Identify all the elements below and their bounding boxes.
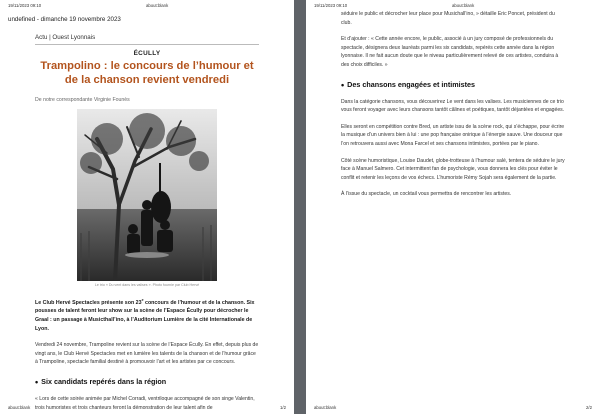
article-kicker: ÉCULLY: [133, 50, 161, 57]
footer-url: about:blank: [314, 405, 337, 410]
paragraph: Et d’ajouter : « Cette année encore, le public, associé à un jury composé de professionnels du spectacle, désignera deux lauréats parmi les six candidats, repérés cette année dans la région lyonnaise. Il ne fait aucun doute que le niveau particulièrement relevé de ces artistes, conduira à des choix difficiles. »: [341, 36, 559, 68]
print-footer: [8, 405, 286, 410]
paragraph: Elles seront en compétition contre Bred, un artiste issu de la scène rock, qui s’échappe, pour écrire la musique d’un univers bien à lui : une pop française onirique à l’énergie sauve. Une douceur que l’on retrouvera aussi avec Mona Farcel et ses chansons intimistes, portées par le piano.: [341, 123, 565, 147]
article-lead: Le Club Hervé Spectacles présente son 23e concours de l’humour et de la chanson. Six pousses de talent feront leur show sur la scène de l’Espace Écully pour décrocher le Graal : un passage à Musicthall’ino, à l’Auditorium Lumière de la cité Internationale de Lyon.: [35, 298, 255, 332]
paragraph: « Lors de cette soirée animée par Michel Corradi, ventriloque accompagné de son singe Valentin, trois humoristes et trois chanteurs feront la démonstration de leur talent afin de: [35, 395, 255, 411]
paragraph: Vendredi 24 novembre, Trampoline revient sur la scène de l’Espace Écully. En effet, depuis plus de vingt ans, le Club Hervé Spectacles met en lumière les talents de la chanson et de l’humour grâce à Trampoline, spectacle familial destiné à promouvoir l’art et les artistes par ce concours.: [35, 342, 259, 366]
article-byline: De notre correspondante Virginie Founès: [35, 97, 130, 103]
page-number: 2/2: [586, 405, 592, 410]
print-header: [8, 3, 286, 8]
print-header: [314, 3, 592, 8]
paragraph: À l’issue du spectacle, un cocktail vous permettra de rencontrer les artistes.: [341, 191, 512, 198]
bullet-icon: •: [35, 376, 39, 387]
paragraph: séduire le public et décrocher leur place pour Musichall’ino, » détaille Eric Poncet, président du club.: [341, 11, 555, 26]
print-footer: [314, 405, 592, 410]
page-number: 1/2: [280, 405, 286, 410]
article-continued: [341, 10, 565, 199]
photo-caption: Le trio « Du vent dans les valises ». Photo fournie par Club Hervé: [94, 283, 200, 287]
footer-url: about:blank: [8, 405, 31, 410]
section-heading: • Des chansons engagées et intimistes: [341, 79, 475, 90]
pdf-page-2: [306, 0, 600, 414]
breadcrumb: Actu | Ouest Lyonnais: [35, 34, 96, 41]
bullet-icon: •: [341, 79, 345, 90]
divider: [35, 44, 259, 45]
section-heading: • Six candidats repérés dans la région: [35, 376, 167, 387]
article: [35, 34, 259, 412]
paragraph: Dans la catégorie chansons, vous découvrirez Le vent dans les valises. Les musiciennes de ce trio vous feront voyager avec leurs chansons tantôt câlines et poétiques, tantôt déjantées et engagées.: [341, 98, 565, 114]
article-title: Trampolino : le concours de l’humour et de la chanson revient vendredi: [40, 60, 254, 86]
print-date: 19/11/2023 09:10: [314, 3, 348, 8]
print-url: about:blank: [452, 3, 475, 8]
print-url: about:blank: [146, 3, 169, 8]
print-date: 19/11/2023 09:10: [8, 3, 42, 8]
document-dateline: undefined - dimanche 19 novembre 2023: [8, 16, 121, 23]
paragraph: Côté scène humoristique, Louise Daudet, globe-trotteuse à l’humour salé, tentera de séduire le jury face à Manuel Salmero. Cet intermittent fan de psychologie, vous donnera les clés pour éviter le conflit et retenir les leçons de vos échecs. L’humoriste Rémy Sojah sera également de la partie.: [341, 157, 565, 181]
article-photo: [77, 109, 217, 281]
pdf-page-1: [0, 0, 294, 414]
